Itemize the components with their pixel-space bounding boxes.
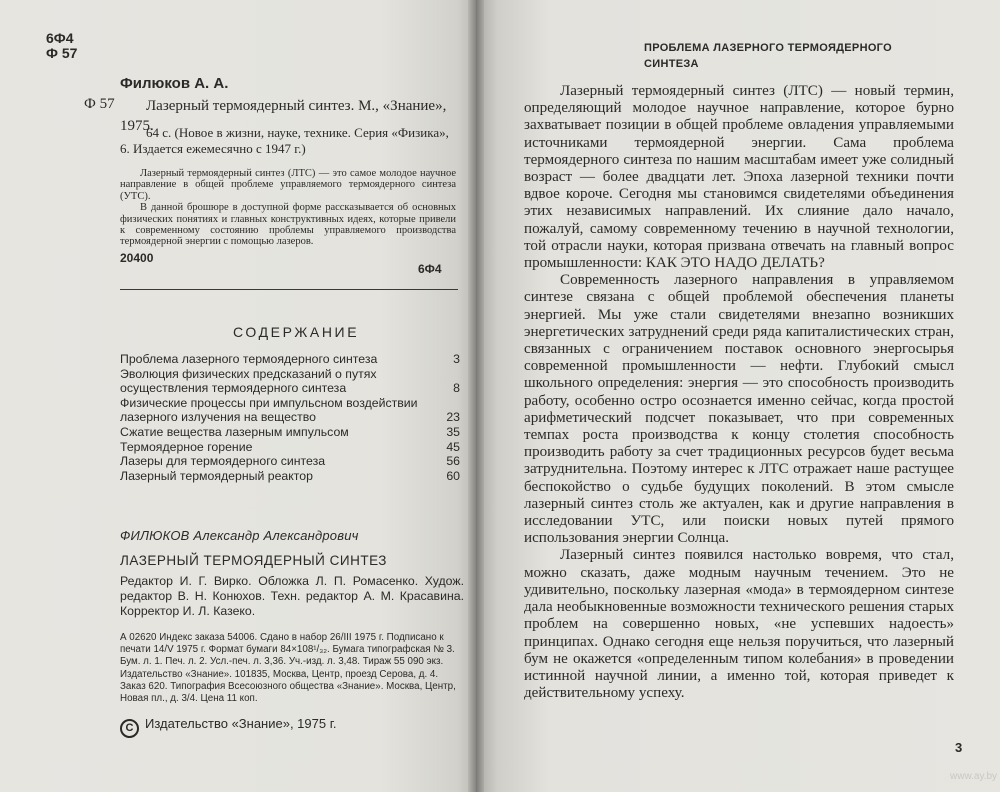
- print-imprint: А 02620 Индекс заказа 54006. Сдано в набор 26/III 1975 г. Подписано к печати 14/V 1975 г. Формат бумаги 84×108¹/₃₂. Бумага типографская № 3. Бум. л. 1. Печ. л. 2. Усл.-печ. л. 3,36. Уч.-изд. л. 3,48. Тираж 55 090 экз. Издательство «Знание». 101835, Москва, Центр, проезд Серова, д. 4. Заказ 620. Типография Всесоюзного общества «Знание». Москва, Центр, Новая пл., д. 3/4. Цена 11 коп.: [120, 632, 456, 705]
- catalog-number: 20400: [120, 251, 154, 265]
- chapter-heading: ПРОБЛЕМА ЛАЗЕРНОГО ТЕРМОЯДЕРНОГО СИНТЕЗА: [644, 42, 892, 70]
- toc-entry-label: Физические процессы при импульсном воздействии лазерного излучения на вещество: [120, 395, 418, 425]
- toc-entry-label: Сжатие вещества лазерным импульсом: [120, 424, 349, 439]
- toc-entry-page: 56: [446, 454, 460, 469]
- classification-code-1: 6Ф4: [46, 30, 74, 46]
- toc-entry-page: 45: [446, 439, 460, 454]
- toc-entry-label: Эволюция физических предсказаний о путях осуществления термоядерного синтеза: [120, 366, 377, 396]
- catalog-abstract: [120, 168, 456, 248]
- toc-title: СОДЕРЖАНИЕ: [233, 324, 360, 340]
- page-number: 3: [955, 740, 963, 755]
- abstract-paragraph: Лазерный термоядерный синтез (ЛТС) — это самое молодое научное направление в общей проблеме управляемого термоядерного синтеза (УТС).: [120, 168, 456, 202]
- toc-entry-label: Лазерный термоядерный реактор: [120, 468, 313, 483]
- left-page: [0, 0, 476, 792]
- toc-entry: [120, 469, 460, 484]
- copyright-icon: C: [120, 719, 139, 738]
- toc-entry-page: 60: [446, 468, 460, 483]
- toc-entry: [120, 396, 460, 425]
- catalog-series-line: 64 с. (Новое в жизни, науке, технике. Серия «Физика», 6. Издается ежемесячно с 1947 г.): [120, 125, 449, 156]
- toc-entry-page: 23: [446, 410, 460, 425]
- book-title: ЛАЗЕРНЫЙ ТЕРМОЯДЕРНЫЙ СИНТЕЗ: [120, 553, 387, 568]
- toc-entry: [120, 440, 460, 455]
- toc-entry-label: Термоядерное горение: [120, 439, 253, 454]
- body-paragraph: Современность лазерного направления в управляемом синтезе связана с общей проблемой обеспечения планеты энергией. Мы уже стали свидетелями внезапно возникших энергетических затруднений среди ряда капиталистических стран, связанных с ограничением поставок основного энергосырья современной промышленности — нефти. Глубокий смысл школьного определения: энергия — это способность производить работу, особенно остро осознается именно сейчас, когда простой арифметический подсчет показывает, что при современных темпах роста производства к концу столетия способность производить работу за счет традиционных ресурсов будет весьма затруднительна. Поэтому интерес к ЛТС отражает наше растущее беспокойство о судьбе будущих поколений. В этом смысле лазерный синтез столь же актуален, как и другие направления в исследовании УТС, или поиски новых путей прямого использования энергии Солнца.: [524, 272, 954, 547]
- editorial-credits: Редактор И. Г. Вирко. Обложка Л. П. Ромасенко. Худож. редактор В. Н. Конюхов. Техн. редактор А. М. Красавина. Корректор И. Л. Казеко.: [120, 574, 464, 618]
- toc-entry-label: Лазеры для термоядерного синтеза: [120, 454, 326, 469]
- toc-entry-page: 8: [453, 381, 460, 396]
- copyright-text: Издательство «Знание», 1975 г.: [145, 716, 337, 731]
- toc-entry-page: 35: [446, 424, 460, 439]
- catalog-title-line: Лазерный термоядерный синтез. М., «Знание», 1975.: [120, 98, 447, 134]
- table-of-contents: [120, 352, 460, 483]
- body-paragraph: Лазерный термоядерный синтез (ЛТС) — новый термин, определяющий молодое научное направление, которое бурно захватывает позиции в общей проблеме овладения управляемыми источниками термоядерной энергии. Сама проблема термоядерного синтеза по нашим масштабам имеет уже солидный возраст — более двадцати лет. Эпоха лазерной техники почти вдвое короче. Сегодня мы становимся свидетелями объединения этих независимых направлений. Их слияние дало начало, пожалуй, самому современному течению в научной технологии, той отрасли науки, которая призвана отвечать на главный вопрос промышленности: КАК ЭТО НАДО ДЕЛАТЬ?: [524, 83, 954, 272]
- copyright-line: [120, 716, 336, 738]
- toc-entry-label: Проблема лазерного термоядерного синтеза: [120, 352, 378, 366]
- toc-entry-page: 3: [453, 352, 460, 366]
- abstract-paragraph: В данной брошюре в доступной форме рассказывается об основных физических понятиях и главных конструктивных идеях, которые привели к современному состоянию проблемы управляемого производства термоядерной энергии с помощью лазеров.: [120, 202, 456, 248]
- body-paragraph: Лазерный синтез появился настолько вовремя, что стал, можно сказать, даже модным научным течением. Это не удивительно, поскольку лазерная «мода» в термоядерном синтезе дала необыкновенные возможности технического решения старых проблем на совершенно новых, «не успевших надоесть» принципах. Однако сегодня еще нельзя поручиться, что лазерный бум не окажется «определенным типом колебания» в проведении истинной научной линии, а именно той, которая приведет к действительному успеху.: [524, 547, 954, 702]
- toc-entry: [120, 454, 460, 469]
- catalog-author: Филюков А. А.: [120, 75, 229, 92]
- classification-code-2: Ф 57: [46, 45, 78, 61]
- divider: [120, 289, 458, 290]
- chapter-body: [524, 83, 954, 702]
- book-author: ФИЛЮКОВ Александр Александрович: [120, 528, 359, 543]
- toc-entry: [120, 367, 460, 396]
- toc-entry: [120, 352, 460, 367]
- catalog-class: 6Ф4: [418, 262, 442, 276]
- book-gutter: [468, 0, 484, 792]
- toc-entry: [120, 425, 460, 440]
- watermark: www.ay.by: [950, 771, 998, 782]
- catalog-code: Ф 57: [84, 96, 115, 112]
- right-page: [476, 0, 1000, 792]
